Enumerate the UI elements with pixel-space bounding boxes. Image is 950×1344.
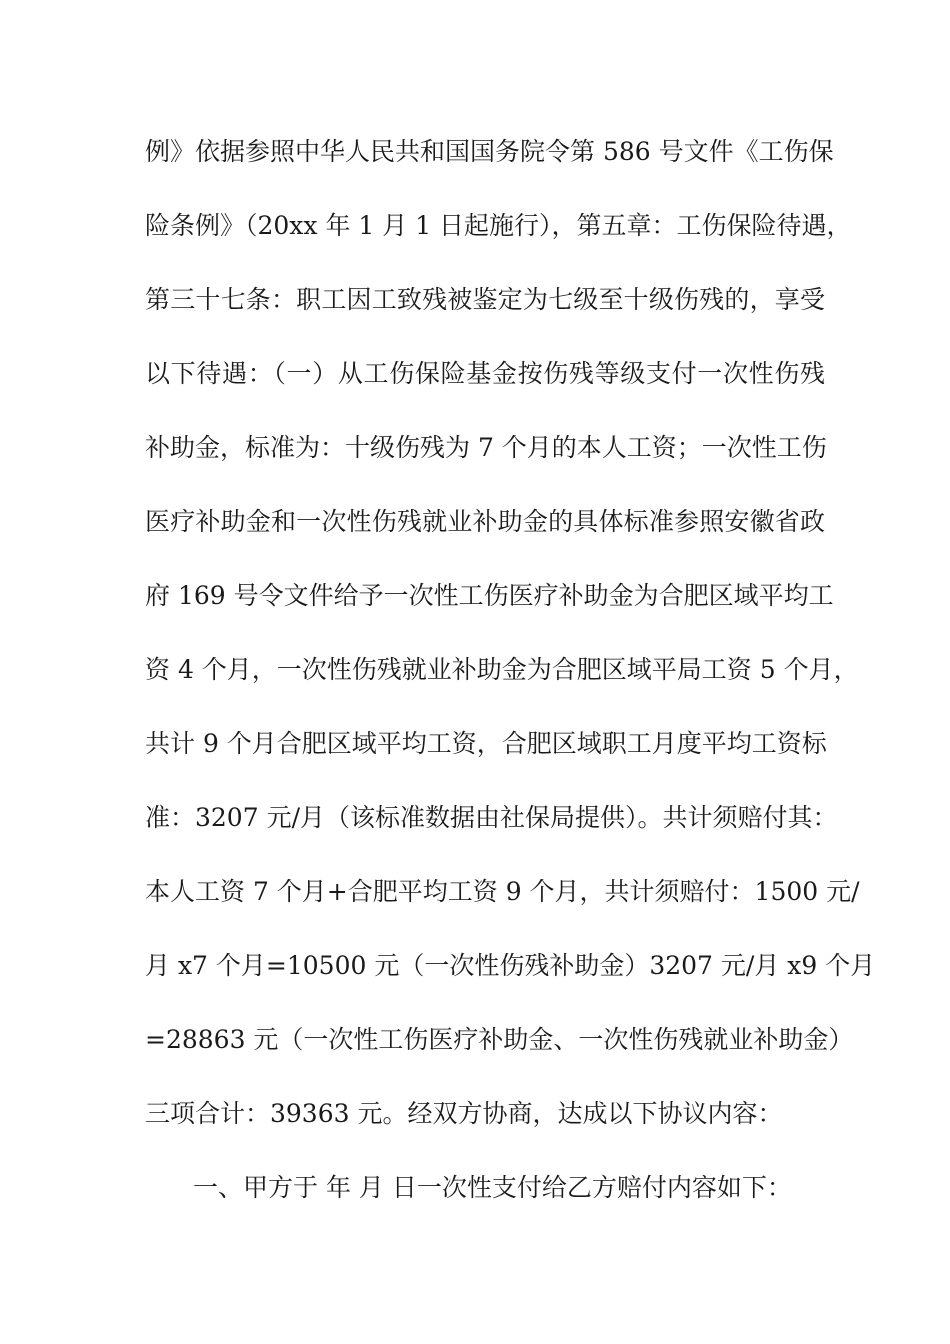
text-line: 府 169 号令文件给予一次性工伤医疗补助金为合肥区域平均工: [145, 581, 834, 610]
text-line: 医疗补助金和一次性伤残就业补助金的具体标准参照安徽省政: [145, 507, 825, 536]
text-line: 月 x7 个月=10500 元（一次性伤残补助金）3207 元/月 x9 个月: [145, 951, 876, 980]
text-line: 本人工资 7 个月+合肥平均工资 9 个月，共计须赔付：1500 元/: [145, 877, 860, 906]
paragraph-end-line: 三项合计：39363 元。经双方协商，达成以下协议内容：: [145, 1099, 783, 1128]
text-line: 资 4 个月，一次性伤残就业补助金为合肥区域平局工资 5 个月，: [145, 655, 859, 684]
section-heading-line: 一、甲方于 年 月 日一次性支付给乙方赔付内容如下：: [193, 1173, 792, 1202]
text-line: 险条例》（20xx 年 1 月 1 日起施行），第五章：工伤保险待遇，: [145, 211, 852, 240]
text-line: 准：3207 元/月（该标准数据由社保局提供）。共计须赔付其：: [145, 803, 838, 832]
text-line: 补助金，标准为：十级伤残为 7 个月的本人工资；一次性工伤: [145, 433, 827, 462]
document-body: [145, 130, 876, 1240]
text-line: 以下待遇：（一）从工伤保险基金按伤残等级支付一次性伤残: [145, 359, 825, 388]
text-line: =28863 元（一次性工伤医疗补助金、一次性伤残就业补助金）: [145, 1025, 854, 1054]
text-line: 共计 9 个月合肥区域平均工资，合肥区域职工月度平均工资标: [145, 729, 827, 758]
text-line: 例》依据参照中华人民共和国国务院令第 586 号文件《工伤保: [145, 137, 834, 166]
text-line: 第三十七条：职工因工致残被鉴定为七级至十级伤残的，享受: [145, 285, 825, 314]
